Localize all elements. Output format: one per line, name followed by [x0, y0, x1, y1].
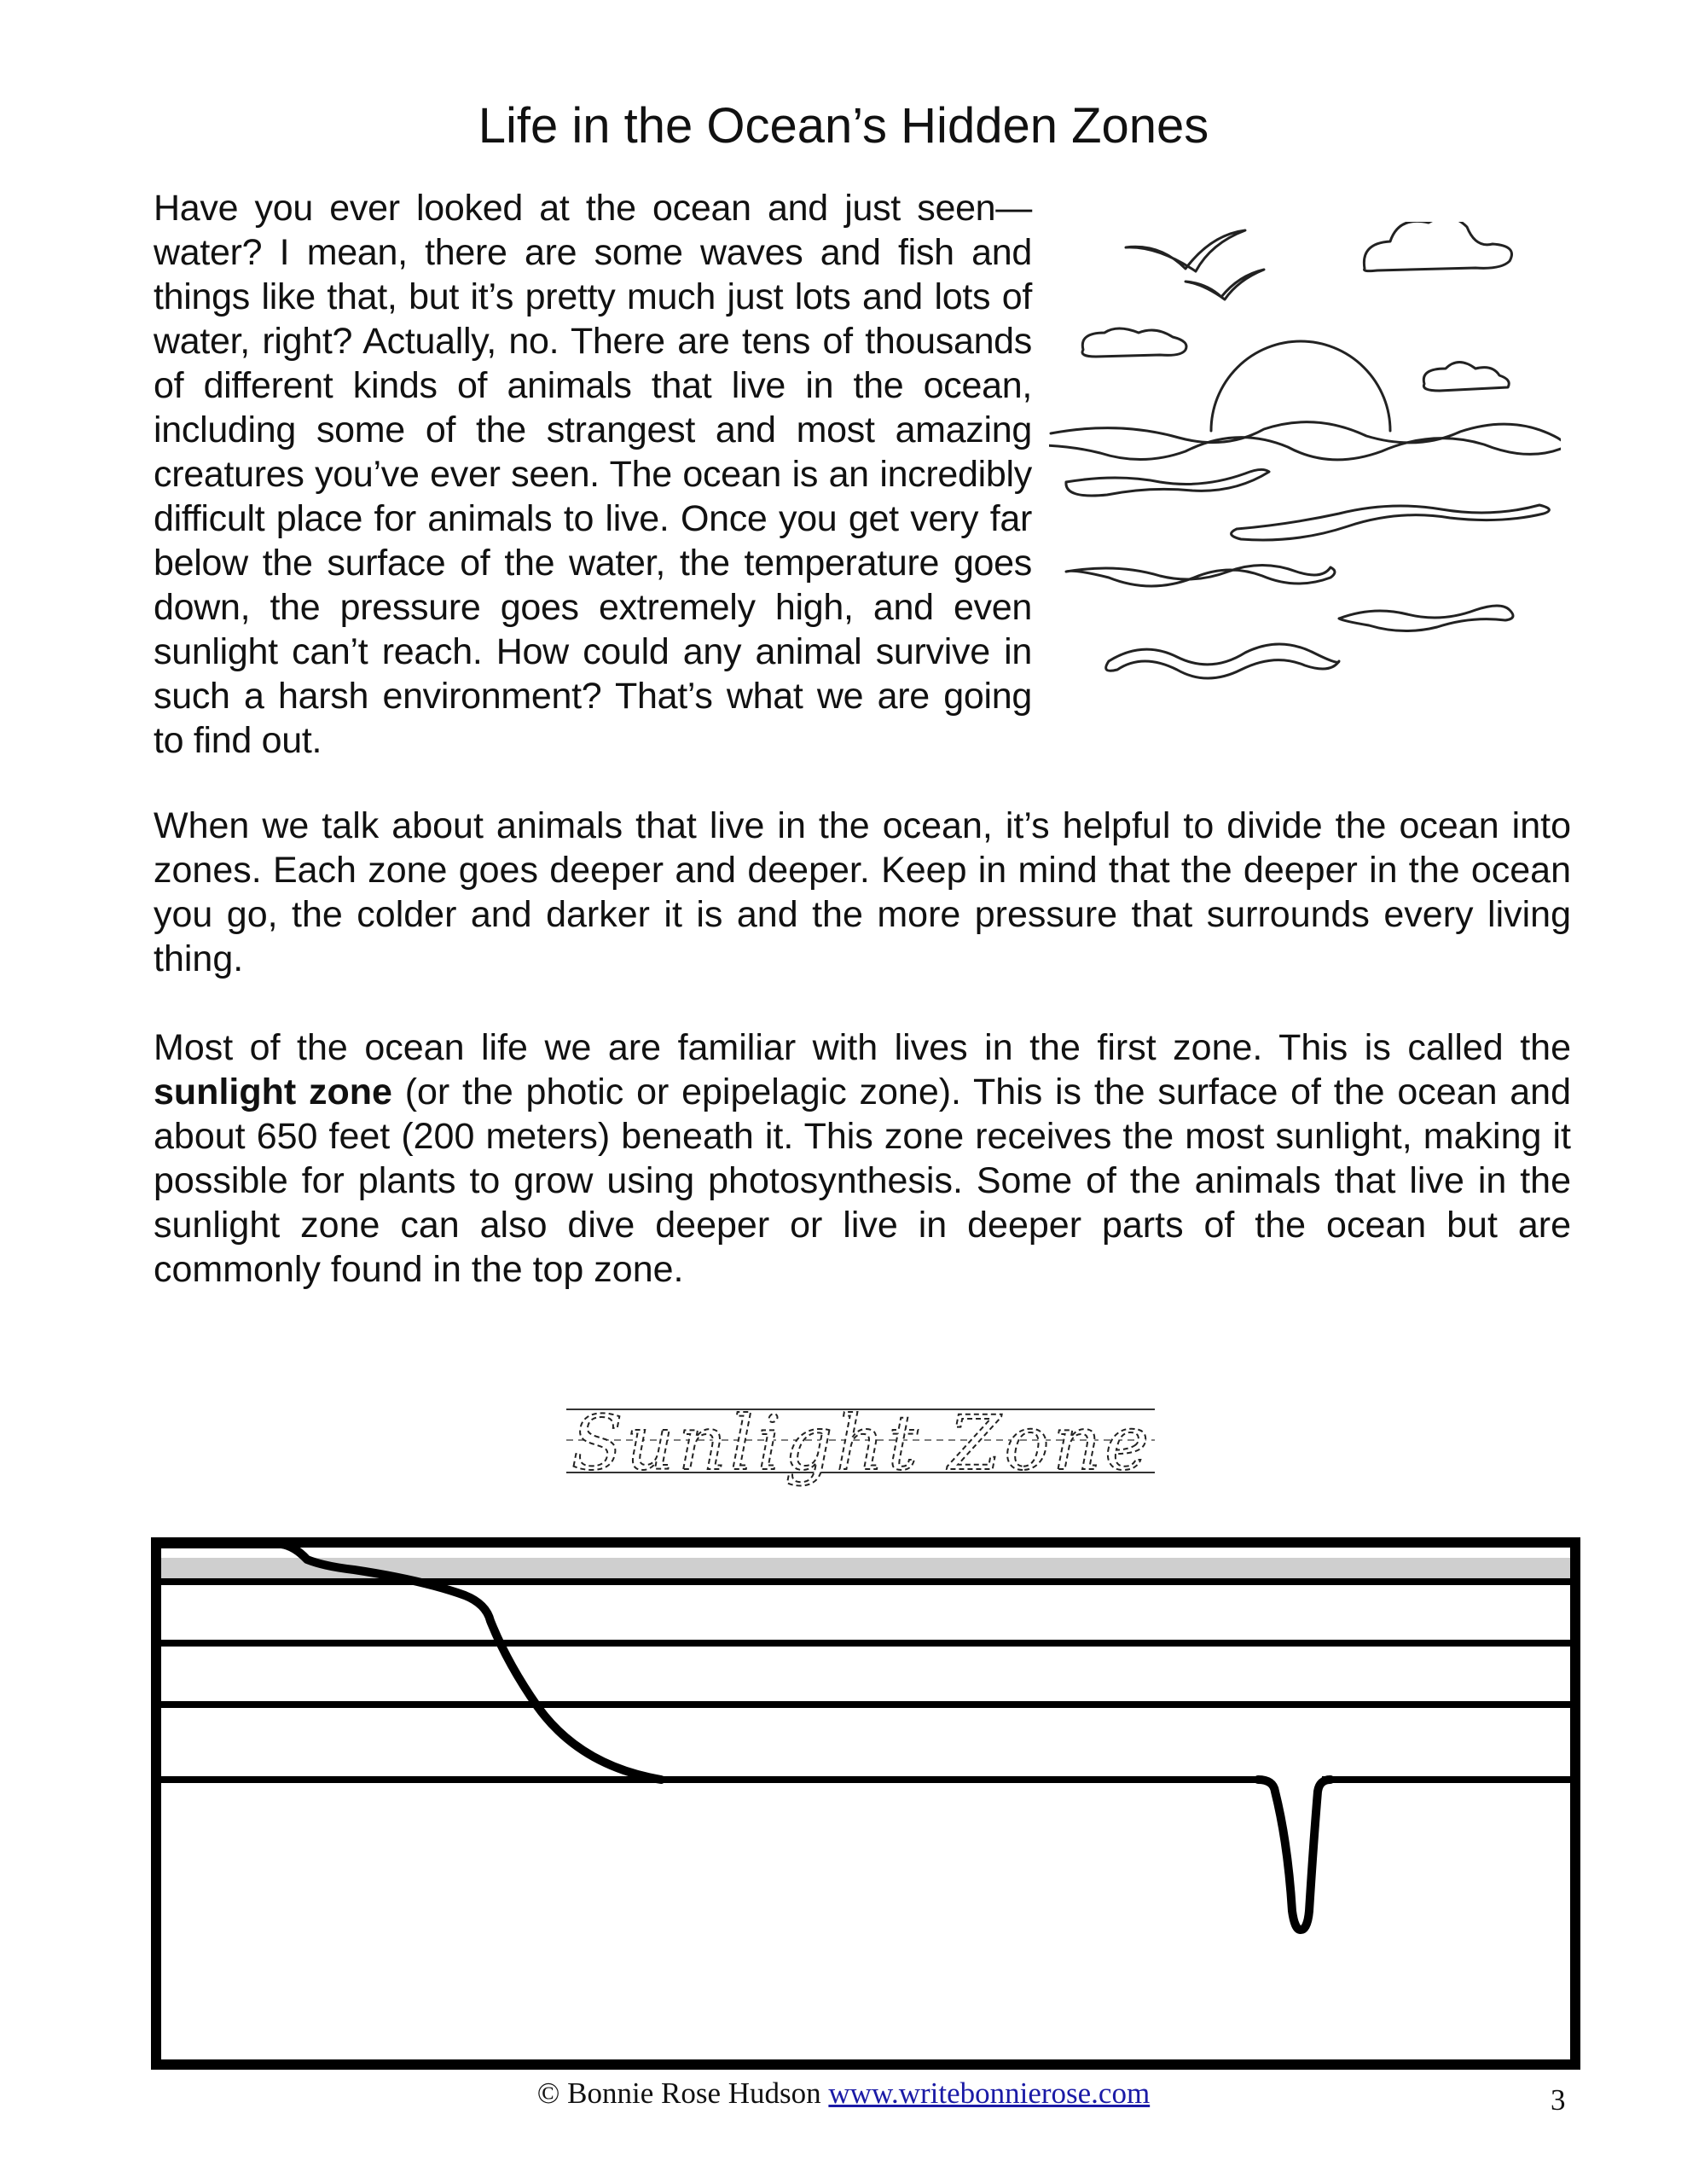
- ocean-sunset-illustration: [1049, 222, 1561, 700]
- bird-icon: [1126, 230, 1245, 271]
- cloud-icon: [1364, 222, 1511, 271]
- sunlight-zone-term: sunlight zone: [154, 1072, 392, 1112]
- ocean-zones-diagram: [149, 1536, 1582, 2073]
- cloud-icon: [1423, 363, 1509, 392]
- wave-icon: [1339, 606, 1513, 631]
- intro-paragraph: Have you ever looked at the ocean and just seen—water? I mean, there are some waves and fish and things like that, but it’s pretty much just lots and lots of water, right? Actually, no. There are tens of thousands of different kinds of animals that live in the ocean, including some of the strangest and most amazing creatures you’ve ever seen. The ocean is an incredibly difficult place for animals to live. Once you get very far below the surface of the water, the temperature goes down, the pressure goes extremely high, and even sunlight can’t reach. How could any animal survive in such a harsh environment? That’s what we are going to find out.: [154, 188, 1032, 761]
- sunlight-text-after: (or the photic or epipelagic zone). This is the surface of the ocean and about 650 feet (200 meters) beneath it. This zone receives the most sunlight, making it possible for plants to grow using photosynthesis. Some of the animals that live in the sunlight zone can also dive deeper or live in deeper parts of the ocean but are commonly found in the top zone.: [154, 1072, 1571, 1290]
- zones-paragraph: When we talk about animals that live in the ocean, it’s helpful to divide the ocean into zones. Each zone goes deeper and deeper. Keep in mind that the deeper in the ocean you go, the colder and darker it is and the more pressure that surrounds every living thing.: [154, 805, 1571, 979]
- sunlight-text-before: Most of the ocean life we are familiar with lives in the first zone. This is called the: [154, 1027, 1571, 1068]
- page-number: 3: [1551, 2083, 1566, 2117]
- footer-website-link[interactable]: www.writebonnierose.com: [828, 2077, 1151, 2110]
- bird-icon: [1186, 270, 1264, 299]
- sunlight-zone-paragraph: [154, 1025, 1571, 1292]
- footer-copyright: © Bonnie Rose Hudson: [536, 2077, 829, 2110]
- page-title: Life in the Ocean’s Hidden Zones: [478, 98, 1209, 154]
- footer: [0, 2075, 1687, 2112]
- wave-icon: [1066, 566, 1335, 587]
- handwriting-tracing-guide: [563, 1391, 1160, 1527]
- tracing-word: Sunlight Zone: [571, 1399, 1153, 1487]
- ocean-trench-outline: [1258, 1780, 1330, 1930]
- sun-icon: [1211, 341, 1390, 431]
- cloud-icon: [1082, 328, 1186, 357]
- wave-icon: [1106, 644, 1339, 678]
- diagram-frame: [156, 1542, 1575, 2065]
